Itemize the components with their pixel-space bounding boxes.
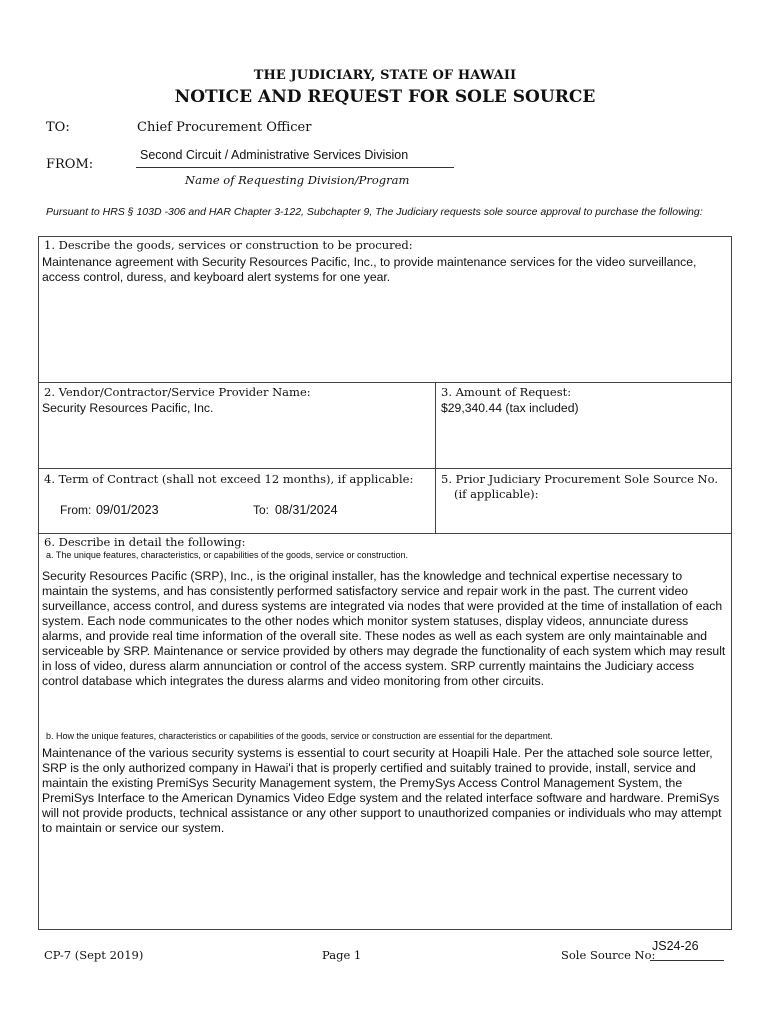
- from-value[interactable]: Second Circuit / Administrative Services Division: [140, 148, 409, 162]
- q6b-label: b. How the unique features, characteristics or capabilities of the goods, service or construction are essential for the department.: [46, 731, 553, 741]
- q4-to-label: To:: [253, 503, 270, 517]
- q4-to-value[interactable]: 08/31/2024: [275, 503, 338, 517]
- q6a-answer[interactable]: Security Resources Pacific (SRP), Inc., is the original installer, has the knowledge and technical expertise necessary to maintain the systems, and has consistently performed satisfactory service and repair work in the past. The current video surveillance, access control, and duress systems are integrated via nodes that were provided at the time of installation of each system. Each node communicates to the other nodes which monitor system statuses, display videos, annunciate duress alarms, and provide real time information of the overall site. These nodes as well as each system are only maintainable and serviceable by SRP. Maintenance or service provided by others may degrade the functionality of each system which may result in loss of video, duress alarm annunciation or control of the access system. SRP currently maintains the Judiciary access control database which integrates the duress alarms and video monitoring from other circuits.: [42, 569, 726, 688]
- to-label: TO:: [46, 120, 70, 135]
- q1-answer[interactable]: Maintenance agreement with Security Resources Pacific, Inc., to provide maintenance services for the video surveillance, access control, duress, and keyboard alert systems for one year.: [42, 255, 697, 284]
- to-value: Chief Procurement Officer: [137, 120, 312, 135]
- from-caption: Name of Requesting Division/Program: [185, 173, 410, 187]
- form-title: NOTICE AND REQUEST FOR SOLE SOURCE: [174, 87, 596, 107]
- q2-label: 2. Vendor/Contractor/Service Provider Name:: [44, 385, 311, 399]
- q4-label: 4. Term of Contract (shall not exceed 12 months), if applicable:: [44, 472, 414, 486]
- q6a-label: a. The unique features, characteristics, or capabilities of the goods, service or construction.: [46, 550, 409, 560]
- form-id: CP-7 (Sept 2019): [44, 948, 144, 962]
- from-label: FROM:: [46, 157, 94, 172]
- intro-text: Pursuant to HRS § 103D -306 and HAR Chapter 3-122, Subchapter 9, The Judiciary requests sole source approval to purchase the following:: [46, 206, 703, 218]
- q4-from-value[interactable]: 09/01/2023: [96, 503, 159, 517]
- q6b-answer[interactable]: Maintenance of the various security systems is essential to court security at Hoapili Hale. Per the attached sole source letter, SRP is the only authorized company in Hawai'i that is properly certified and suitably trained to provide, install, service and maintain the existing PremiSys Security Management system, the PremySys Access Control Management System, the PremiSys Interface to the American Dynamics Video Edge system and the related interface software and hardware. PremiSys will not provide products, technical assistance or any other support to unauthorized companies or individuals who may attempt to maintain or service our system.: [42, 746, 722, 835]
- q2-answer[interactable]: Security Resources Pacific, Inc.: [42, 401, 214, 415]
- sole-source-underline: [650, 960, 724, 961]
- q1-label: 1. Describe the goods, services or construction to be procured:: [44, 238, 413, 252]
- organization-heading: THE JUDICIARY, STATE OF HAWAII: [253, 68, 517, 83]
- from-underline: [136, 167, 454, 168]
- q3-label: 3. Amount of Request:: [441, 385, 572, 399]
- q3-answer[interactable]: $29,340.44 (tax included): [441, 401, 579, 415]
- q5-sublabel: (if applicable):: [454, 487, 539, 501]
- q4-from-label: From:: [60, 503, 92, 517]
- sole-source-value[interactable]: JS24-26: [652, 939, 699, 953]
- q5-label: 5. Prior Judiciary Procurement Sole Source No.: [441, 472, 718, 486]
- page-number: Page 1: [322, 948, 362, 962]
- sole-source-label: Sole Source No:: [561, 948, 656, 962]
- q6-label: 6. Describe in detail the following:: [44, 535, 246, 549]
